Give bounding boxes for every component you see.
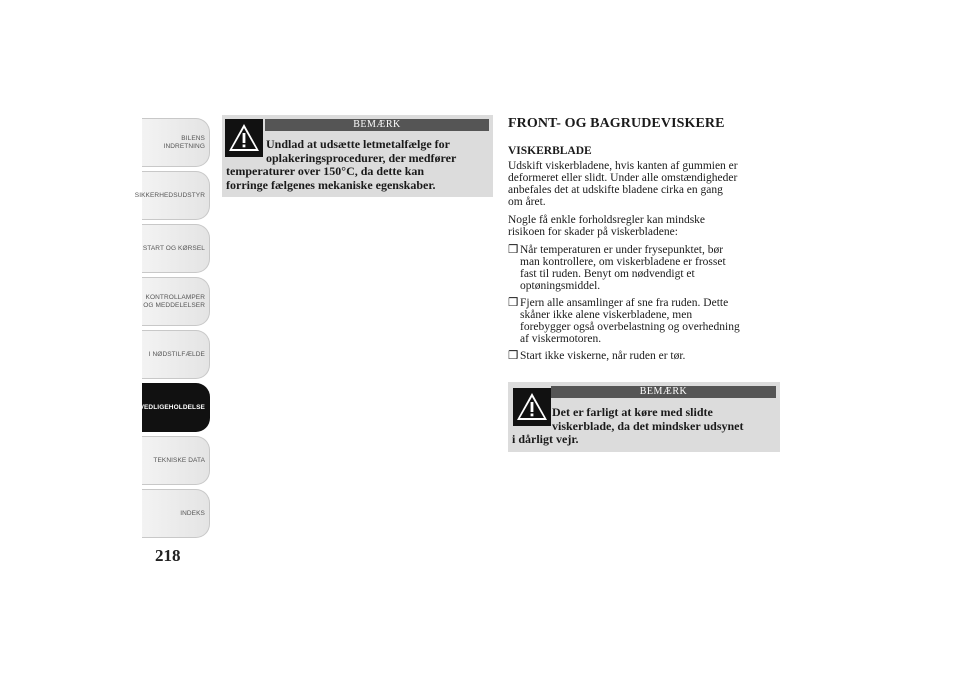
page-number: 218 xyxy=(155,546,181,565)
warning-line: oplakeringsprocedurer, der medfører xyxy=(266,150,457,165)
warning-line: viskerblade, da det mindsker udsynet xyxy=(552,418,744,433)
paragraph: Nogle få enkle forholdsregler kan mindske risikoen for skader på viskerbladene: xyxy=(508,214,706,238)
tab-kontrollamper[interactable]: KONTROLLAMPER OG MEDDELELSER xyxy=(142,277,210,326)
sub-heading: VISKERBLADE xyxy=(508,145,592,157)
chapter-tabs xyxy=(134,118,210,542)
warning-line: forringe fælgenes mekaniske egenskaber. xyxy=(226,177,436,192)
warning-text-right xyxy=(512,406,778,447)
section-heading: FRONT- OG BAGRUDEVISKERE xyxy=(508,116,725,131)
tab-tekniske-data[interactable]: TEKNISKE DATA xyxy=(142,436,210,485)
warning-line: Undlad at udsætte letmetalfælge for xyxy=(266,137,450,151)
tab-i-nodstilfaelde[interactable]: I NØDSTILFÆLDE xyxy=(142,330,210,379)
list-item xyxy=(508,244,783,292)
list-item-text: Fjern alle ansamlinger af sne fra ruden. Dette skåner ikke alene viskerbladene, men forebygger også overbelastning og overhedning af viskermotoren. xyxy=(520,297,740,345)
tab-indeks[interactable]: INDEKS xyxy=(142,489,210,538)
list-item-text: Når temperaturen er under frysepunktet, bør man kontrollere, om viskerbladene er frosset fast til ruden. Benyt om nødvendigt et optøningsmiddel. xyxy=(520,244,726,292)
list-item xyxy=(508,350,783,362)
tab-bilens-indretning[interactable]: BILENS INDRETNING xyxy=(142,118,210,167)
warning-title-bar: BEMÆRK xyxy=(551,386,776,398)
warning-box-right xyxy=(508,382,780,452)
checkbox-bullet-icon: ❒ xyxy=(508,297,519,309)
warning-box-left xyxy=(222,115,493,197)
tab-vedligeholdelse[interactable]: VEDLIGEHOLDELSE xyxy=(142,383,210,432)
warning-line: temperaturer over 150°C, da dette kan xyxy=(226,164,425,178)
warning-text-left xyxy=(226,138,491,192)
warning-title-bar: BEMÆRK xyxy=(265,119,489,131)
tab-sikkerhedsudstyr[interactable]: SIKKERHEDSUDSTYR xyxy=(142,171,210,220)
precaution-list xyxy=(508,244,783,362)
list-item xyxy=(508,297,783,345)
warning-line: Det er farligt at køre med slidte xyxy=(552,405,713,419)
main-column xyxy=(508,116,783,367)
list-item-text: Start ikke viskerne, når ruden er tør. xyxy=(520,350,686,362)
tab-start-og-korsel[interactable]: START OG KØRSEL xyxy=(142,224,210,273)
checkbox-bullet-icon: ❒ xyxy=(508,350,519,362)
checkbox-bullet-icon: ❒ xyxy=(508,244,519,256)
paragraph: Udskift viskerbladene, hvis kanten af gummien er deformeret eller slidt. Under alle omstændigheder anbefales det at udskifte bladene cirka en gang om året. xyxy=(508,160,738,208)
warning-line: i dårligt vejr. xyxy=(512,432,579,446)
